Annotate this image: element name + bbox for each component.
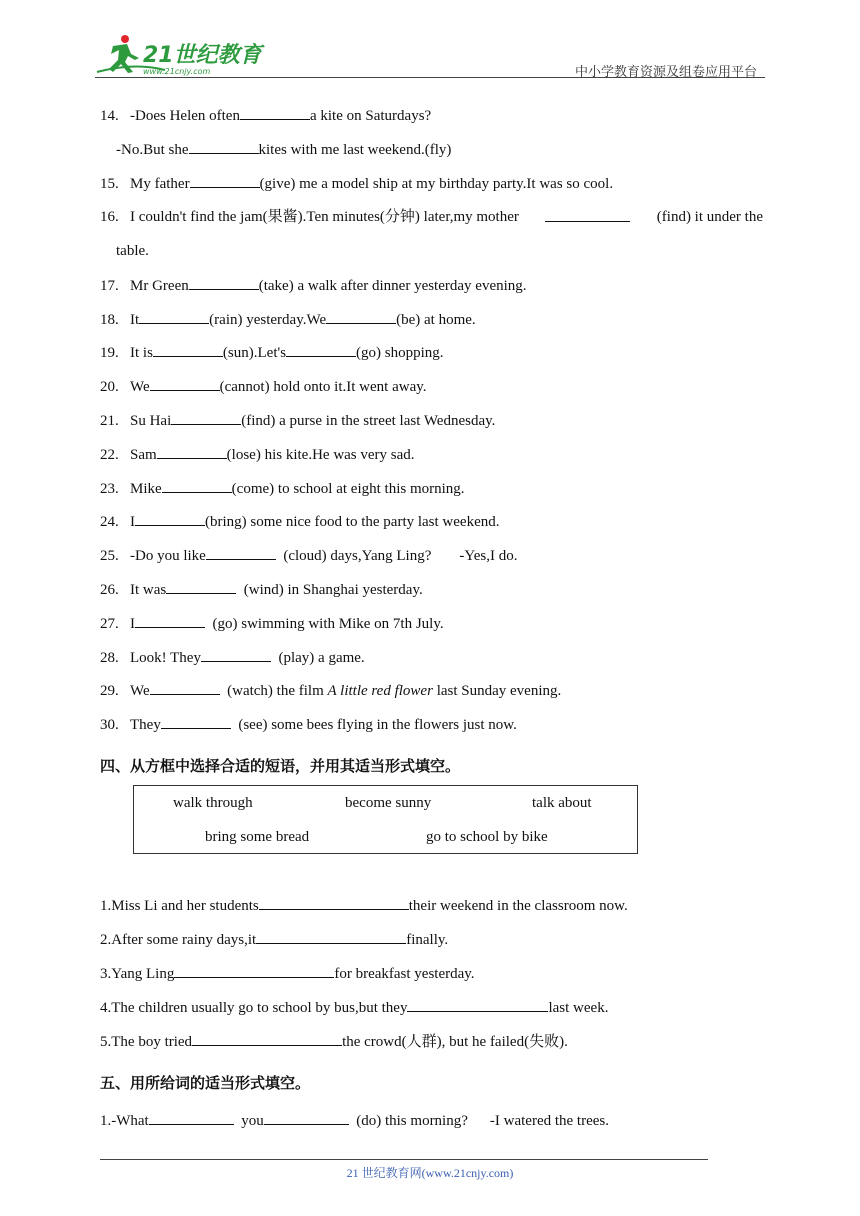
phrase-item: talk about bbox=[532, 795, 592, 811]
question-15: 15. My father (give) me a model ship at my birthday party.It was so cool. bbox=[100, 173, 613, 194]
answer-blank[interactable] bbox=[192, 1031, 342, 1046]
logo-url: www.21cnjy.com bbox=[143, 67, 211, 76]
answer-blank[interactable] bbox=[161, 714, 231, 729]
question-27: 27. I (go) swimming with Mike on 7th July. bbox=[100, 613, 444, 634]
question-14-reply: -No.But she kites with me last weekend.(fly) bbox=[116, 139, 451, 160]
question-20: 20. We (cannot) hold onto it.It went away. bbox=[100, 376, 427, 397]
section-5-question-1: 1.-What you (do) this morning? -I watered the trees. bbox=[100, 1110, 609, 1131]
question-23: 23. Mike (come) to school at eight this morning. bbox=[100, 478, 465, 499]
question-19: 19. It is (sun).Let's (go) shopping. bbox=[100, 342, 444, 363]
answer-blank[interactable] bbox=[162, 478, 232, 493]
question-16-continued: table. bbox=[116, 243, 149, 259]
platform-label: 中小学教育资源及组卷应用平台 bbox=[574, 65, 757, 80]
question-17: 17. Mr Green (take) a walk after dinner yesterday evening. bbox=[100, 275, 527, 296]
answer-blank[interactable] bbox=[264, 1110, 349, 1125]
section-4-item-4: 4.The children usually go to school by bus,but they last week. bbox=[100, 997, 608, 1018]
footer-source: 21 世纪教育网(www.21cnjy.com) bbox=[346, 1166, 514, 1180]
site-logo bbox=[95, 32, 265, 78]
footer-divider bbox=[100, 1159, 708, 1160]
answer-blank[interactable] bbox=[139, 309, 209, 324]
answer-blank[interactable] bbox=[157, 444, 227, 459]
question-29: 29. We (watch) the film A little red flower last Sunday evening. bbox=[100, 680, 561, 701]
answer-blank[interactable] bbox=[206, 545, 276, 560]
section-4-title: 四、从方框中选择合适的短语，并用其适当形式填空。 bbox=[100, 757, 461, 775]
answer-blank[interactable] bbox=[201, 647, 271, 662]
phrase-item: become sunny bbox=[345, 795, 432, 811]
answer-blank[interactable] bbox=[240, 105, 310, 120]
section-5-title: 五、用所给词的适当形式填空。 bbox=[100, 1074, 311, 1092]
section-4-item-1: 1.Miss Li and her students their weekend in the classroom now. bbox=[100, 895, 628, 916]
answer-blank[interactable] bbox=[407, 997, 548, 1012]
section-4-item-5: 5.The boy tried the crowd(人群), but he failed(失败). bbox=[100, 1031, 568, 1052]
question-16: 16. I couldn't find the jam(果酱).Ten minutes(分钟) later,my mother (find) it under the bbox=[100, 209, 763, 225]
phrase-box bbox=[133, 785, 638, 854]
answer-blank[interactable] bbox=[150, 680, 220, 695]
phrase-item: bring some bread bbox=[205, 829, 310, 845]
question-28: 28. Look! They (play) a game. bbox=[100, 647, 365, 668]
answer-blank[interactable] bbox=[153, 342, 223, 357]
header-divider bbox=[95, 77, 765, 78]
logo-text: 21世纪教育 bbox=[143, 43, 262, 68]
question-25: 25. -Do you like (cloud) days,Yang Ling? -Yes,I do. bbox=[100, 545, 517, 566]
answer-blank[interactable] bbox=[171, 410, 241, 425]
question-21: 21. Su Hai (find) a purse in the street last Wednesday. bbox=[100, 410, 495, 431]
question-18: 18. It (rain) yesterday.We (be) at home. bbox=[100, 309, 476, 330]
section-4-item-2: 2.After some rainy days,it finally. bbox=[100, 929, 448, 950]
answer-blank[interactable] bbox=[150, 376, 220, 391]
question-24: 24. I (bring) some nice food to the party last weekend. bbox=[100, 511, 500, 532]
answer-blank[interactable] bbox=[166, 579, 236, 594]
answer-blank[interactable] bbox=[190, 173, 260, 188]
question-30: 30. They (see) some bees flying in the flowers just now. bbox=[100, 714, 517, 735]
answer-blank[interactable] bbox=[135, 511, 205, 526]
answer-blank[interactable] bbox=[545, 207, 630, 222]
answer-blank[interactable] bbox=[259, 895, 409, 910]
question-14: 14. -Does Helen often a kite on Saturdays? bbox=[100, 105, 431, 126]
phrase-item: walk through bbox=[173, 795, 253, 811]
page-header bbox=[95, 32, 765, 80]
question-22: 22. Sam (lose) his kite.He was very sad. bbox=[100, 444, 415, 465]
section-4-item-3: 3.Yang Ling for breakfast yesterday. bbox=[100, 963, 475, 984]
answer-blank[interactable] bbox=[189, 139, 259, 154]
answer-blank[interactable] bbox=[286, 342, 356, 357]
phrase-item: go to school by bike bbox=[426, 829, 548, 845]
answer-blank[interactable] bbox=[189, 275, 259, 290]
answer-blank[interactable] bbox=[135, 613, 205, 628]
question-26: 26. It was (wind) in Shanghai yesterday. bbox=[100, 579, 423, 600]
answer-blank[interactable] bbox=[326, 309, 396, 324]
answer-blank[interactable] bbox=[149, 1110, 234, 1125]
answer-blank[interactable] bbox=[256, 929, 406, 944]
answer-blank[interactable] bbox=[174, 963, 334, 978]
